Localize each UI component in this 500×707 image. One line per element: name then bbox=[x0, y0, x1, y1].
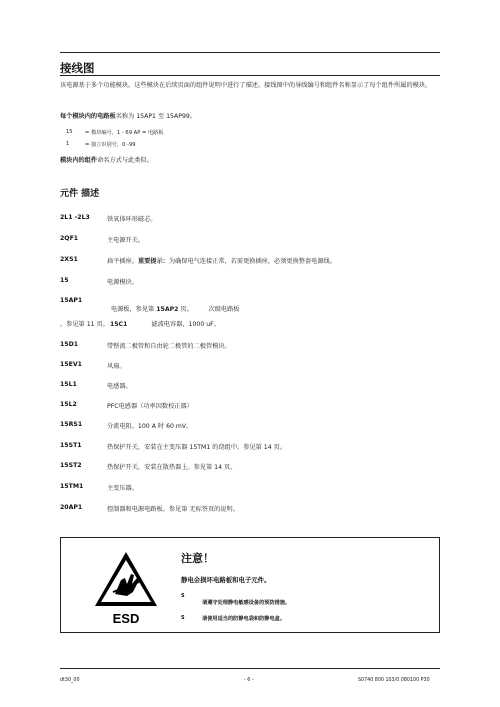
component-desc: 电源模块。 bbox=[107, 279, 138, 286]
component-desc: 控制器和电源电路板。参见第 无标签页的说明。 bbox=[107, 506, 239, 513]
component-code: 15D1 bbox=[60, 341, 79, 348]
section-title: 元件 描述 bbox=[60, 189, 100, 199]
continuation-line bbox=[60, 319, 220, 328]
esd-notice-box bbox=[60, 537, 440, 633]
page-title: 接线图 bbox=[60, 61, 95, 75]
notation-code-1: 15 bbox=[66, 129, 73, 135]
footer-left: dt30_00 bbox=[60, 678, 80, 683]
component-desc: 分流电阻。100 A 时 60 mV。 bbox=[107, 423, 193, 430]
component-code: 15L1 bbox=[60, 381, 77, 388]
esd-label: ESD bbox=[112, 611, 140, 626]
notation-desc-1: = 模块编号，1 - 69 AP = 电路板 bbox=[85, 130, 164, 136]
important-note-label: 重要提示： bbox=[137, 258, 169, 265]
notation-code-2: 1 bbox=[66, 141, 70, 147]
component-desc-pre: 扁平插座。 bbox=[107, 258, 138, 265]
component-desc: 风扇。 bbox=[107, 363, 126, 370]
continuation-post: 滤波电容器，1000 uF。 bbox=[151, 321, 220, 328]
continuation-code: 15C1 bbox=[109, 321, 128, 328]
notice-bullet-text: 请使用适当的防静电袋和防静电盒。 bbox=[202, 616, 286, 622]
continuation-pre: ，参见第 11 页。 bbox=[60, 321, 109, 328]
component-code: 15L2 bbox=[60, 401, 77, 408]
component-desc bbox=[107, 297, 239, 313]
notice-title: 注意！ bbox=[181, 552, 214, 565]
notice-bullet-mark: S bbox=[181, 615, 185, 621]
component-desc: PFC电感器（功率因数校正器） bbox=[107, 403, 193, 410]
component-code: 2L1 -2L3 bbox=[60, 214, 90, 221]
intro-paragraph: 该电源基于多个功能模块。这些模块在后续页面的组件说明中进行了描述。接线图中的导线编号和组件名称显示了每个组件所属的模块。 bbox=[60, 82, 432, 89]
component-code: 15RS1 bbox=[60, 421, 83, 428]
component-code: 15 bbox=[60, 277, 69, 284]
component-desc-post: 页。 次级电路板 bbox=[178, 306, 240, 313]
component-code: 15EV1 bbox=[60, 361, 82, 368]
notice-bullet-mark: S bbox=[181, 593, 185, 599]
component-code: 15AP1 bbox=[60, 297, 83, 304]
component-desc: 热保护开关，安装在主变压器 15TM1 的绕组中。参见第 14 页。 bbox=[107, 444, 286, 451]
component-desc: 带整流二极管和自由轮二极管的二极管模块。 bbox=[107, 343, 231, 350]
component-desc: 主变压器。 bbox=[107, 485, 138, 492]
component-desc-post: 为确保电气连接正常，若需更换插座，必须更换整套电源线。 bbox=[168, 258, 336, 265]
component-desc: 主电源开关。 bbox=[107, 237, 145, 244]
footer-rule bbox=[60, 668, 440, 669]
page-number: - 6 - bbox=[244, 678, 254, 683]
top-rule bbox=[60, 52, 440, 53]
component-desc: 铁氧体环形磁芯。 bbox=[107, 216, 157, 223]
component-desc: 热保护开关，安装在散热器上。参见第 14 页。 bbox=[107, 464, 237, 471]
component-code: 15TM1 bbox=[60, 483, 84, 490]
component-naming-line bbox=[60, 155, 445, 166]
board-naming-line bbox=[60, 111, 445, 122]
component-code: 2QF1 bbox=[60, 235, 79, 242]
board-naming-rest: 名称为 15AP1 至 15AP99。 bbox=[115, 113, 197, 120]
component-desc: 电感器。 bbox=[107, 383, 132, 390]
component-naming-rest: 命名方式与此类似。 bbox=[97, 157, 153, 164]
component-code: 2XS1 bbox=[60, 256, 78, 263]
component-code: 20AP1 bbox=[60, 504, 83, 511]
page-ref-bold: 15AP2 bbox=[156, 306, 179, 313]
title-underline bbox=[60, 75, 440, 76]
esd-warning-icon bbox=[91, 548, 161, 628]
notice-subtitle: 静电会损坏电路板和电子元件。 bbox=[181, 576, 271, 584]
component-code: 15ST1 bbox=[60, 442, 82, 449]
footer-right: S0740 800 103/0 080100 P30 bbox=[358, 678, 430, 683]
notation-desc-2: = 独立识别号，0 -99 bbox=[85, 142, 136, 148]
component-naming-bold: 模块内的组件 bbox=[60, 157, 98, 164]
notice-bullet-text: 请遵守处理静电敏感设备的预防措施。 bbox=[202, 600, 291, 606]
component-desc-pre: 电源板，参见第 bbox=[110, 306, 157, 313]
component-desc bbox=[107, 256, 336, 265]
board-naming-bold: 每个模块内的电路板 bbox=[60, 113, 116, 120]
component-code: 15ST2 bbox=[60, 462, 82, 469]
